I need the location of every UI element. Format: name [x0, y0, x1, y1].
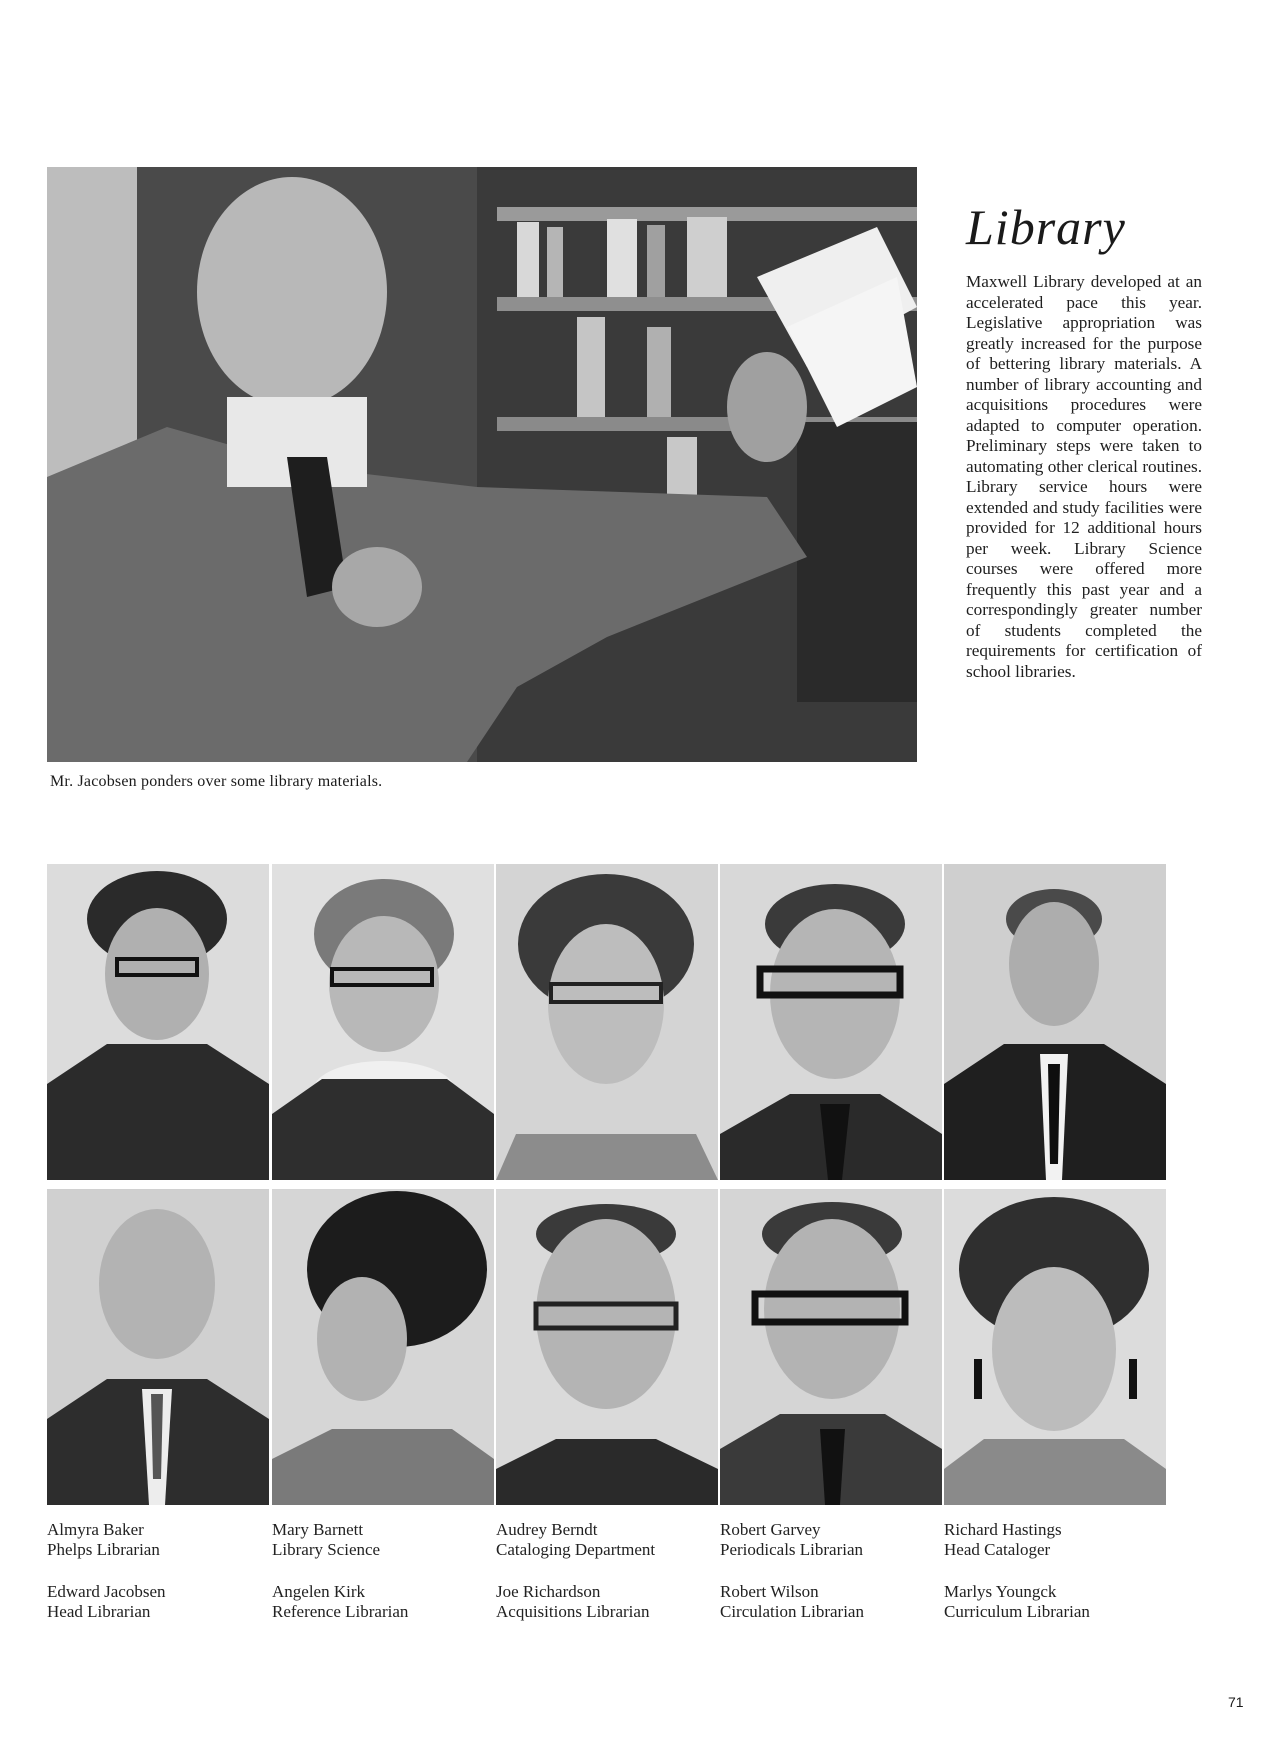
staff-role: Curriculum Librarian: [944, 1602, 1090, 1621]
portrait-photo: [47, 864, 269, 1180]
portrait-edward-jacobsen: [47, 1189, 269, 1505]
portrait-photo: [944, 864, 1166, 1180]
portrait-angelen-kirk: [272, 1189, 494, 1505]
portrait-photo: [944, 1189, 1166, 1505]
staff-entry: [496, 1520, 716, 1560]
staff-role: Periodicals Librarian: [720, 1540, 864, 1559]
portrait-robert-wilson: [720, 1189, 942, 1505]
main-photo: [47, 167, 917, 762]
staff-role: Head Librarian: [47, 1602, 151, 1621]
portrait-marlys-youngck: [944, 1189, 1166, 1505]
staff-role: Acquisitions Librarian: [496, 1602, 650, 1621]
staff-entry: [944, 1520, 1164, 1560]
staff-role: Head Cataloger: [944, 1540, 1051, 1559]
staff-entry: [944, 1582, 1164, 1622]
portrait-robert-garvey: [720, 864, 942, 1180]
portrait-photo: [47, 1189, 269, 1505]
staff-role: Library Science: [272, 1540, 381, 1559]
staff-entry: [496, 1582, 716, 1622]
staff-entry: [272, 1520, 492, 1560]
staff-entry: [720, 1582, 940, 1622]
staff-role: Reference Librarian: [272, 1602, 409, 1621]
portrait-almyra-baker: [47, 864, 269, 1180]
staff-role: Circulation Librarian: [720, 1602, 864, 1621]
staff-entry: [272, 1582, 492, 1622]
staff-name: Mary Barnett: [272, 1520, 364, 1539]
staff-entry: [47, 1520, 267, 1560]
staff-entry: [47, 1582, 267, 1622]
portrait-photo: [720, 864, 942, 1180]
staff-name: Robert Wilson: [720, 1582, 819, 1601]
staff-name: Richard Hastings: [944, 1520, 1062, 1539]
portrait-mary-barnett: [272, 864, 494, 1180]
article-body: Maxwell Library developed at an accelerated pace this year. Legislative appropriation was greatly increased for the purpose of bettering library materials. A number of library accounting and acquisitions procedures were adapted to computer operation. Preliminary steps were taken to automating other clerical routines. Library service hours were extended and study facilities were provided for 12 additional hours per week. Library Science courses were offered more frequently this past year and a correspondingly greater number of students completed the requirements for certification of school libraries.: [966, 272, 1202, 681]
staff-entry: [720, 1520, 940, 1560]
photo-illustration: [47, 167, 917, 762]
staff-name: Joe Richardson: [496, 1582, 601, 1601]
portrait-richard-hastings: [944, 864, 1166, 1180]
portrait-photo: [496, 864, 718, 1180]
staff-role: Cataloging Department: [496, 1540, 656, 1559]
staff-name: Robert Garvey: [720, 1520, 821, 1539]
staff-name: Almyra Baker: [47, 1520, 144, 1539]
photo-caption: Mr. Jacobsen ponders over some library materials.: [50, 773, 383, 790]
staff-name: Angelen Kirk: [272, 1582, 366, 1601]
portrait-photo: [720, 1189, 942, 1505]
staff-name: Edward Jacobsen: [47, 1582, 166, 1601]
portrait-photo: [272, 864, 494, 1180]
staff-name: Marlys Youngck: [944, 1582, 1057, 1601]
page-title: Library: [966, 199, 1126, 255]
portrait-audrey-berndt: [496, 864, 718, 1180]
staff-role: Phelps Librarian: [47, 1540, 160, 1559]
portrait-photo: [496, 1189, 718, 1505]
staff-name: Audrey Berndt: [496, 1520, 598, 1539]
page-number: 71: [1228, 1694, 1244, 1710]
portrait-photo: [272, 1189, 494, 1505]
portrait-joe-richardson: [496, 1189, 718, 1505]
